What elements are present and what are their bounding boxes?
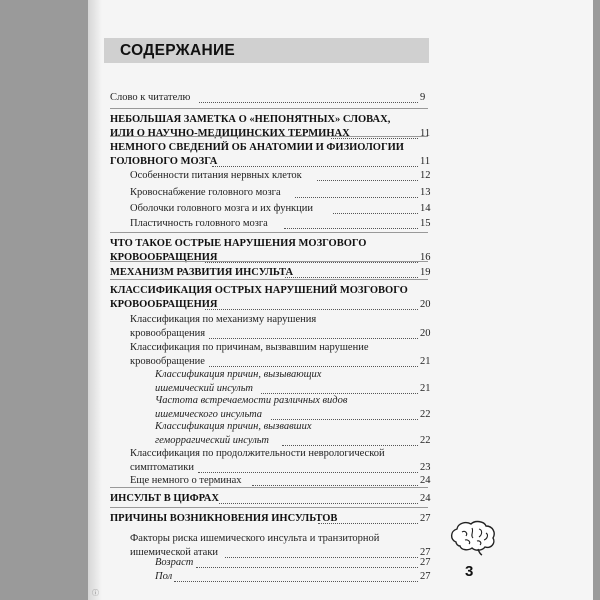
page-title: СОДЕРЖАНИЕ <box>120 42 236 59</box>
toc-page-number: 13 <box>420 187 431 198</box>
toc-page-number: 23 <box>420 462 431 473</box>
toc-page-number: 12 <box>420 170 431 181</box>
toc-page-number: 20 <box>420 328 431 339</box>
section-separator <box>110 261 428 262</box>
toc-entry-text: Еще немного о терминах <box>130 475 242 486</box>
toc-entry-text: Пластичность головного мозга <box>130 218 268 229</box>
toc-entry-text: ишемический инсульт <box>155 383 253 394</box>
toc-page-number: 27 <box>420 547 431 558</box>
toc-leader-dots <box>252 485 418 486</box>
toc-entry-text: Классификация по причинам, вызвавшим нарушение <box>130 342 369 353</box>
toc-entry-text: КРОВООБРАЩЕНИЯ <box>110 299 218 310</box>
toc-page-number: 11 <box>420 156 431 167</box>
toc-page-number: 24 <box>420 493 431 504</box>
toc-entry-text: НЕМНОГО СВЕДЕНИЙ ОБ АНАТОМИИ И ФИЗИОЛОГИИ <box>110 142 404 153</box>
toc-entry-text: Оболочки головного мозга и их функции <box>130 203 314 214</box>
section-separator <box>110 487 428 488</box>
toc-entry-text: КРОВООБРАЩЕНИЯ <box>110 252 218 263</box>
toc-leader-dots <box>205 262 418 263</box>
toc-leader-dots <box>209 366 418 367</box>
toc-entry-text: ишемического инсульта <box>155 409 263 420</box>
toc-page-number: 20 <box>420 299 431 310</box>
toc-leader-dots <box>295 197 418 198</box>
toc-entry-text: симптоматики <box>130 462 194 473</box>
corner-mark: ⓘ <box>92 589 99 597</box>
toc-entry-text: Особенности питания нервных клеток <box>130 170 302 181</box>
toc-entry-text: ИЛИ О НАУЧНО-МЕДИЦИНСКИХ ТЕРМИНАХ <box>110 128 350 139</box>
toc-entry-text: ЧТО ТАКОЕ ОСТРЫЕ НАРУШЕНИЯ МОЗГОВОГО <box>110 238 367 249</box>
toc-entry-text: ГОЛОВНОГО МОЗГА <box>110 156 218 167</box>
toc-leader-dots <box>317 180 418 181</box>
toc-leader-dots <box>318 523 418 524</box>
brain-icon <box>448 520 498 556</box>
toc-entry-text: Слово к читателю <box>110 92 191 103</box>
toc-entry-text: кровообращение <box>130 356 205 367</box>
toc-entry-text: ишемической атаки <box>130 547 219 558</box>
toc-page-number: 22 <box>420 435 431 446</box>
toc-entry-text: Классификация причин, вызвавших <box>155 421 312 432</box>
toc-leader-dots <box>282 445 418 446</box>
toc-leader-dots <box>196 567 418 568</box>
section-separator <box>110 232 428 233</box>
toc-page-number: 15 <box>420 218 431 229</box>
section-separator <box>110 136 428 137</box>
toc-page-number: 21 <box>420 383 431 394</box>
toc-page-number: 14 <box>420 203 431 214</box>
toc-entry-text: Частота встречаемости различных видов <box>155 395 348 406</box>
toc-page-number: 27 <box>420 513 431 524</box>
toc-leader-dots <box>331 138 418 139</box>
toc-page-number: 27 <box>420 557 431 568</box>
toc-entry-text: кровообращения <box>130 328 206 339</box>
toc-page-number: 24 <box>420 475 431 486</box>
toc-entry-text: Факторы риска ишемического инсульта и транзиторной <box>130 533 380 544</box>
toc-page-number: 19 <box>420 267 431 278</box>
toc-page-number: 9 <box>420 92 426 103</box>
page-gutter-shadow <box>88 0 102 600</box>
toc-entry-text: Классификация по продолжительности неврологической <box>130 448 385 459</box>
toc-entry-text: Классификация по механизму нарушения <box>130 314 317 325</box>
toc-header <box>104 38 429 63</box>
section-separator <box>110 279 428 280</box>
toc-leader-dots <box>333 213 418 214</box>
toc-leader-dots <box>284 228 418 229</box>
toc-page-number: 16 <box>420 252 431 263</box>
toc-entry-text: Возраст <box>155 557 194 568</box>
toc-page-number: 11 <box>420 128 431 139</box>
toc-leader-dots <box>174 581 418 582</box>
toc-entry-text: Кровоснабжение головного мозга <box>130 187 281 198</box>
toc-entry-text: геморрагический инсульт <box>155 435 269 446</box>
toc-leader-dots <box>285 277 418 278</box>
section-separator <box>110 108 428 109</box>
toc-leader-dots <box>209 338 418 339</box>
toc-entry-text: КЛАССИФИКАЦИЯ ОСТРЫХ НАРУШЕНИЙ МОЗГОВОГО <box>110 285 408 296</box>
toc-page-number: 27 <box>420 571 431 582</box>
toc-leader-dots <box>219 503 418 504</box>
toc-entry-text: Пол <box>155 571 173 582</box>
toc-entry-text: МЕХАНИЗМ РАЗВИТИЯ ИНСУЛЬТА <box>110 267 294 278</box>
toc-entry-text: ИНСУЛЬТ В ЦИФРАХ <box>110 493 219 504</box>
toc-leader-dots <box>199 102 418 103</box>
toc-entry-text: Классификация причин, вызывающих <box>155 369 322 380</box>
toc-page-number: 22 <box>420 409 431 420</box>
toc-leader-dots <box>205 309 418 310</box>
toc-entry-text: ПРИЧИНЫ ВОЗНИКНОВЕНИЯ ИНСУЛЬТОВ <box>110 513 338 524</box>
page-number: 3 <box>465 563 474 580</box>
toc-leader-dots <box>198 472 418 473</box>
toc-page-number: 21 <box>420 356 431 367</box>
toc-leader-dots <box>225 557 418 558</box>
toc-leader-dots <box>212 166 418 167</box>
toc-entry-text: НЕБОЛЬШАЯ ЗАМЕТКА О «НЕПОНЯТНЫХ» СЛОВАХ, <box>110 114 391 125</box>
section-separator <box>110 507 428 508</box>
